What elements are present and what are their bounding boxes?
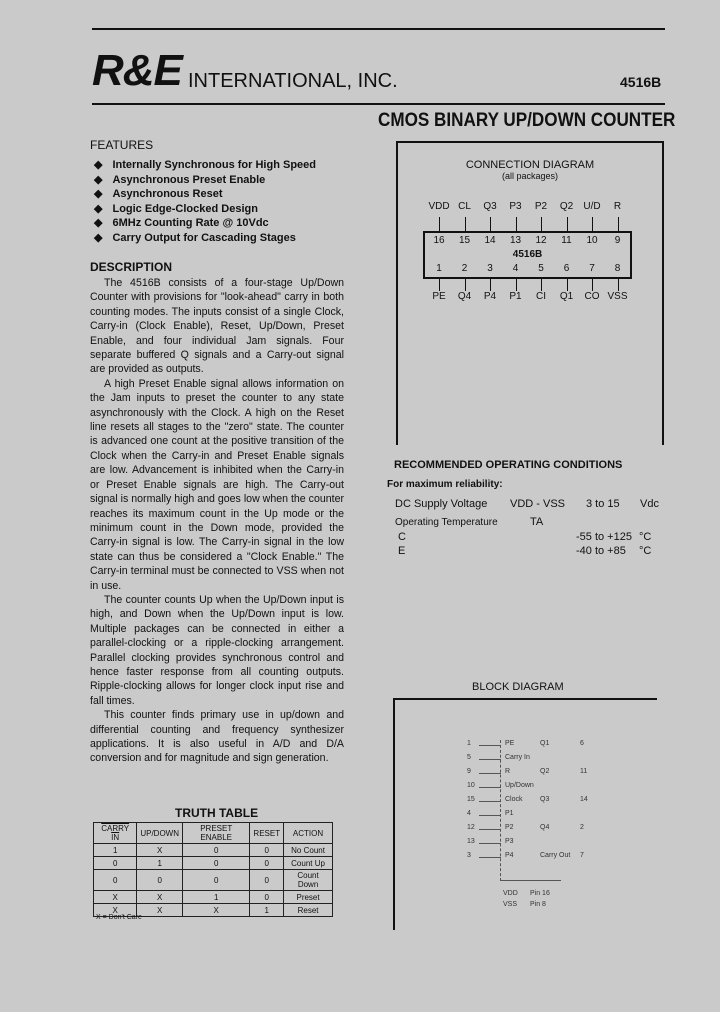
temp-label: Operating Temperature (395, 517, 498, 528)
pin-name-top: R (613, 201, 622, 212)
pin-number-bottom: 6 (563, 263, 570, 274)
truth-table-header: ACTION (284, 823, 333, 844)
description-paragraph: This counter finds primary use in up/down and differential counting and frequency synthesizer applications. It is also useful in A/D and D/A conversion and for magnitude and sign generation. (90, 709, 344, 765)
block-input-label: P1 (505, 810, 514, 817)
truth-table-cell: Preset (284, 891, 333, 904)
truth-table-row (94, 857, 333, 870)
block-input-label: PE (505, 740, 515, 747)
supply-symbol: VDD - VSS (510, 498, 566, 510)
pin-number-bottom: 3 (487, 263, 493, 274)
truth-table-cell: Count Down (284, 870, 333, 891)
pin-number-bottom: 2 (461, 263, 468, 274)
truth-table-cell: X (94, 904, 137, 917)
features-section (90, 138, 316, 245)
pin-lead (567, 217, 568, 231)
block-output-pin: 2 (580, 824, 584, 831)
block-output-label: Carry Out (540, 852, 571, 859)
pin-lead (516, 279, 517, 291)
truth-table-cell: 0 (250, 870, 284, 891)
block-output-pin: 7 (580, 852, 584, 859)
truth-table-cell: 0 (137, 870, 183, 891)
block-input-label: P2 (505, 824, 514, 831)
grade-e-range: -40 to +85 (576, 545, 626, 557)
pin-lead (465, 217, 466, 231)
truth-table-header: UP/DOWN (137, 823, 183, 844)
pin-number-top: 9 (614, 235, 621, 246)
grade-e-unit: °C (639, 545, 652, 557)
description-body (90, 276, 344, 766)
truth-table-cell: Count Up (284, 857, 333, 870)
truth-table-header: RESET (250, 823, 284, 844)
truth-table-cell: X (137, 844, 183, 857)
description-heading (90, 260, 172, 274)
pin-lead (490, 217, 491, 231)
truth-table-cell: X (183, 904, 250, 917)
pin-lead (592, 279, 593, 291)
truth-table-cell: 0 (94, 857, 137, 870)
pin-number-bottom: 1 (436, 263, 442, 274)
supply-range: 3 to 15 (586, 498, 620, 510)
chip-label: 4516B (512, 249, 543, 260)
pin-name-bottom: CO (584, 291, 600, 302)
pin-lead (618, 217, 619, 231)
pin-name-top: P3 (509, 201, 522, 212)
truth-table-cell: X (137, 891, 183, 904)
block-input-label: Up/Down (505, 782, 534, 789)
truth-table-row (94, 891, 333, 904)
truth-table-cell: 0 (183, 844, 250, 857)
block-input-pin: 13 (467, 838, 475, 845)
block-input-pin: 1 (467, 740, 471, 747)
power-pin: Pin 16 (530, 890, 550, 897)
block-input-pin: 9 (467, 768, 471, 775)
feature-item: ◆ 6MHz Counting Rate @ 10Vdc (94, 216, 316, 231)
truth-table-cell: 1 (94, 844, 137, 857)
truth-table-cell: 0 (183, 870, 250, 891)
block-output-pin: 11 (580, 768, 588, 775)
truth-table-row (94, 870, 333, 891)
block-diagram-box (393, 698, 657, 930)
block-input-line (479, 787, 501, 788)
power-pin: Pin 8 (530, 901, 546, 908)
pin-name-bottom: VSS (607, 291, 628, 302)
pin-lead (541, 279, 542, 291)
truth-table-cell: 1 (183, 891, 250, 904)
truth-table-title: TRUTH TABLE (175, 806, 259, 820)
block-input-label: Clock (505, 796, 523, 803)
truth-table (93, 822, 333, 917)
connection-diagram-title: CONNECTION DIAGRAM (465, 159, 595, 171)
block-output-label: Q1 (540, 740, 550, 747)
block-input-label: P3 (505, 838, 514, 845)
pin-name-bottom: CI (536, 291, 546, 302)
header-rule (92, 103, 665, 105)
top-rule (92, 28, 665, 30)
pin-name-top: CL (458, 201, 471, 212)
features-list (94, 158, 316, 245)
roc-subheading: For maximum reliability: (387, 479, 503, 490)
pin-lead (516, 217, 517, 231)
company-logo: R&E (92, 46, 182, 95)
pin-number-bottom: 7 (589, 263, 595, 274)
connection-diagram-box (396, 141, 664, 445)
block-input-label: R (505, 768, 511, 775)
block-input-label: P4 (505, 852, 514, 859)
block-input-line (479, 815, 501, 816)
feature-item: ◆ Asynchronous Reset (94, 187, 316, 202)
block-output-pin: 14 (580, 796, 588, 803)
features-heading: FEATURES (90, 138, 154, 152)
block-input-line (479, 857, 501, 858)
block-input-line (479, 759, 501, 760)
pin-name-bottom: P1 (509, 291, 522, 302)
pin-number-top: 16 (433, 235, 445, 246)
truth-table-cell: 0 (250, 857, 284, 870)
part-number: 4516B (620, 74, 662, 90)
truth-table-row (94, 844, 333, 857)
truth-table-cell: Reset (284, 904, 333, 917)
pin-number-bottom: 8 (614, 263, 621, 274)
truth-table-note: X = Don't Care (96, 914, 142, 921)
block-input-line (479, 843, 501, 844)
block-diagram-title: BLOCK DIAGRAM (472, 681, 564, 693)
truth-table-cell: 1 (250, 904, 284, 917)
pin-lead (465, 279, 466, 291)
block-input-pin: 5 (467, 754, 471, 761)
pin-name-top: Q3 (483, 201, 497, 212)
truth-table-cell: X (137, 904, 183, 917)
truth-table-cell: 0 (183, 857, 250, 870)
block-input-label: Carry In (505, 754, 530, 761)
pin-name-top: VDD (428, 201, 450, 212)
block-input-line (479, 745, 501, 746)
description-paragraph: A high Preset Enable signal allows information on the Jam inputs to preset the counter to any state asynchronously with the Clock. A high on the Reset line resets all stages to the "zero" state. The counter is advanced one count at the positive transition of the Clock when the Carry-in and Preset Enable signals are low. Advancement is inhibited when the Carry-in or Preset Enable signals are high. The Carry-out signal is normally high and goes low when the counter reaches its maximum count in the Up mode or the minimum count in the Down mode, provided the Carry-in signal is low. The Carry-in signal in the low state can thus be considered a "Clock Enable." The Carry-in terminal must be connected to VSS when not in use. (90, 377, 344, 592)
supply-label: DC Supply Voltage (395, 498, 488, 510)
pin-number-top: 10 (586, 235, 598, 246)
block-input-pin: 15 (467, 796, 475, 803)
block-input-pin: 12 (467, 824, 475, 831)
pin-name-bottom: Q4 (457, 291, 472, 302)
grade-e: E (398, 545, 406, 557)
pin-lead (618, 279, 619, 291)
pin-name-top: P2 (534, 201, 548, 212)
pin-name-top: Q2 (559, 201, 574, 212)
pin-number-top: 12 (535, 235, 547, 246)
pin-name-bottom: Q1 (559, 291, 574, 302)
grade-c: C (398, 531, 406, 543)
block-output-pin: 6 (580, 740, 584, 747)
company-name: INTERNATIONAL, INC. (188, 70, 398, 92)
truth-table-cell: No Count (284, 844, 333, 857)
truth-table-header: CARRY IN (94, 823, 137, 844)
description-heading-text: DESCRIPTION (90, 260, 173, 274)
pin-lead (567, 279, 568, 291)
pin-number-top: 14 (484, 235, 496, 246)
connection-diagram-subtitle: (all packages) (501, 171, 559, 181)
pin-number-top: 13 (509, 235, 522, 246)
temp-symbol: TA (530, 516, 544, 528)
pin-lead (490, 279, 491, 291)
pin-number-bottom: 5 (538, 263, 544, 274)
feature-item: ◆ Logic Edge-Clocked Design (94, 202, 316, 217)
block-input-line (479, 801, 501, 802)
grade-c-range: -55 to +125 (576, 531, 632, 543)
block-input-line (479, 829, 501, 830)
pin-lead (439, 217, 440, 231)
truth-table-cell: 1 (137, 857, 183, 870)
pin-lead (592, 217, 593, 231)
pin-name-bottom: P4 (483, 291, 497, 302)
feature-item: ◆ Carry Output for Cascading Stages (94, 231, 316, 246)
block-output-label: Q4 (540, 824, 550, 831)
truth-table-cell: 0 (250, 844, 284, 857)
truth-table-header: PRESET ENABLE (183, 823, 250, 844)
description-paragraph: The counter counts Up when the Up/Down input is high, and Down when the Up/Down input is low. Multiple packages can be connected in either a parallel-clocking or a ripple-clocking arrangement. Parallel clocking provides synchronous control and hence faster response from all counting outputs. Ripple-clocking allows for longer clock input rise and fall times. (90, 593, 344, 707)
power-label: VDD (503, 890, 518, 897)
truth-table-cell: 0 (94, 870, 137, 891)
block-input-pin: 10 (467, 782, 475, 789)
pin-lead (439, 279, 440, 291)
block-output-label: Q2 (540, 768, 550, 775)
truth-table-cell: 0 (250, 891, 284, 904)
block-input-line (479, 773, 501, 774)
pin-lead (541, 217, 542, 231)
truth-table-cell: X (94, 891, 137, 904)
block-input-pin: 4 (467, 810, 471, 817)
grade-c-unit: °C (639, 531, 652, 543)
feature-item: ◆ Asynchronous Preset Enable (94, 173, 316, 188)
document-title: CMOS BINARY UP/DOWN COUNTER (378, 110, 676, 131)
pin-number-top: 11 (561, 235, 572, 246)
block-output-label: Q3 (540, 796, 550, 803)
power-label: VSS (503, 901, 518, 908)
block-input-pin: 3 (467, 852, 471, 859)
feature-item: ◆ Internally Synchronous for High Speed (94, 158, 316, 173)
roc-heading: RECOMMENDED OPERATING CONDITIONS (394, 459, 623, 471)
pin-number-top: 15 (458, 235, 471, 246)
supply-unit: Vdc (640, 498, 659, 510)
pin-name-bottom: PE (432, 291, 446, 302)
pin-number-bottom: 4 (512, 263, 519, 274)
description-paragraph: The 4516B consists of a four-stage Up/Down Counter with provisions for "look-ahead" carry in both counting modes. The inputs consist of a single Clock, Carry-in (Clock Enable), Reset, Up/Down, Preset Enable, and four individual Jam signals. Four separate buffered Q signals and a Carry-out signal are provided as outputs. (90, 277, 344, 376)
pin-name-top: U/D (583, 201, 601, 212)
